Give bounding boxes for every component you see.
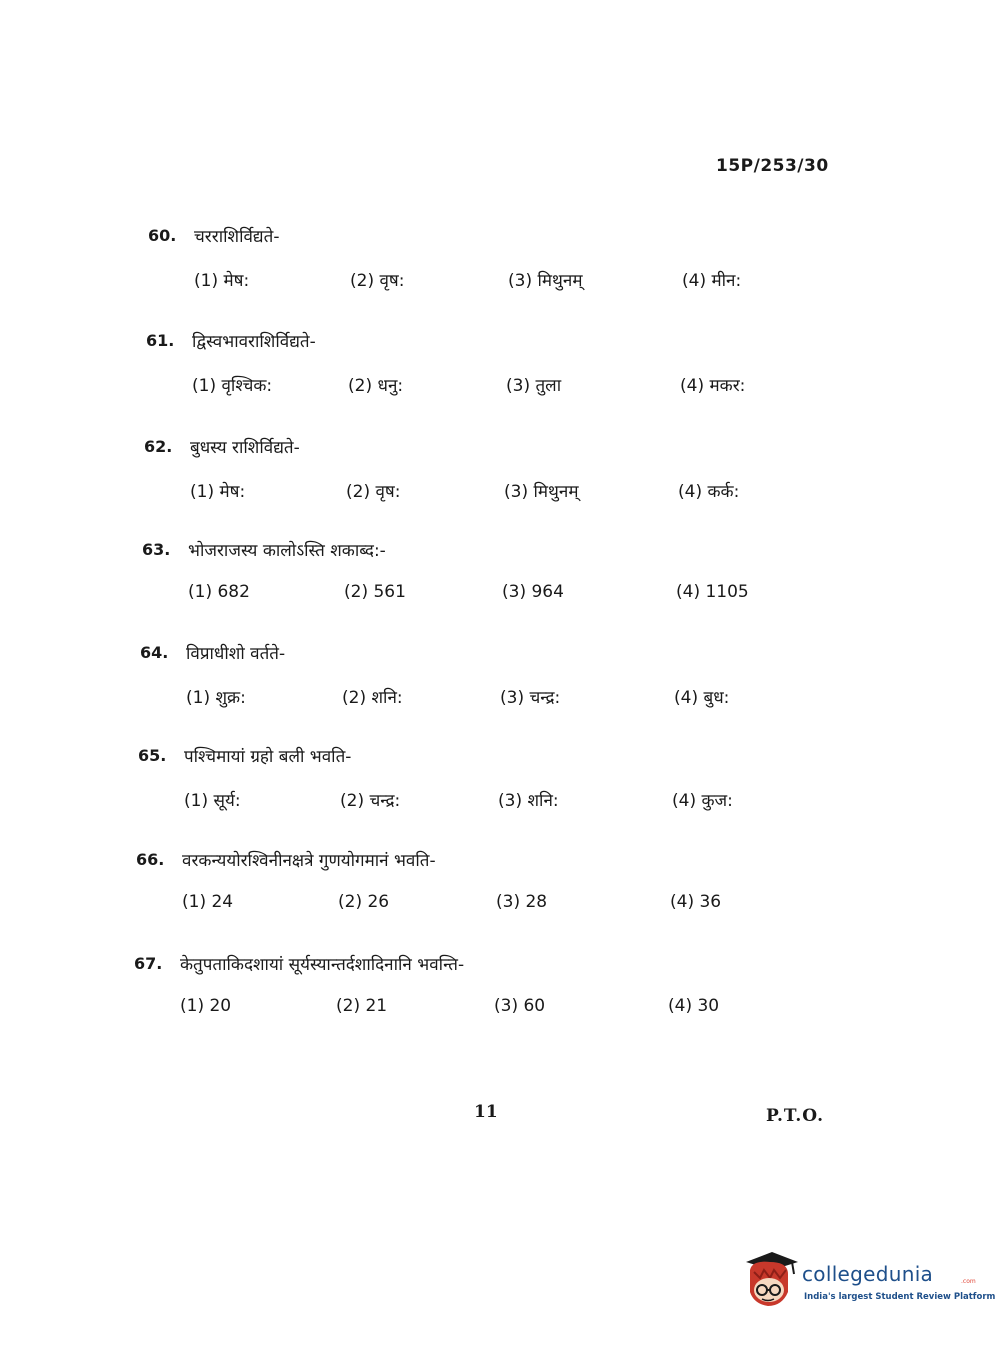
question-65 xyxy=(0,746,1001,836)
brand-tagline: India's largest Student Review Platform xyxy=(804,1292,996,1302)
option-2: (2) 26 xyxy=(338,892,390,912)
option-3: (3) मिथुनम् xyxy=(508,271,583,291)
question-61 xyxy=(0,331,1001,421)
brand-suffix: .com xyxy=(961,1278,976,1285)
option-4: (4) बुध: xyxy=(674,688,730,708)
option-1: (1) मेष: xyxy=(194,271,250,291)
mascot-icon xyxy=(742,1248,800,1312)
option-4: (4) कर्क: xyxy=(678,482,740,502)
option-3: (3) 60 xyxy=(494,996,546,1016)
option-1: (1) 20 xyxy=(180,996,232,1016)
question-number: 63. xyxy=(142,540,171,559)
option-3: (3) चन्द्र: xyxy=(500,688,561,708)
question-60 xyxy=(0,226,1001,316)
question-text: केतुपताकिदशायां सूर्यस्यान्तर्दशादिनानि भवन्ति- xyxy=(180,955,465,975)
question-64 xyxy=(0,643,1001,733)
question-66 xyxy=(0,850,1001,940)
question-number: 60. xyxy=(148,226,177,245)
option-4: (4) 30 xyxy=(668,996,720,1016)
option-1: (1) सूर्य: xyxy=(184,791,241,811)
paper-code: 15P/253/30 xyxy=(716,156,829,176)
option-2: (2) वृष: xyxy=(350,271,405,291)
option-1: (1) मेष: xyxy=(190,482,246,502)
question-text: बुधस्य राशिर्विद्यते- xyxy=(190,438,300,458)
option-1: (1) 682 xyxy=(188,582,250,602)
option-1: (1) 24 xyxy=(182,892,234,912)
collegedunia-logo xyxy=(742,1248,996,1318)
question-67 xyxy=(0,954,1001,1044)
question-63 xyxy=(0,540,1001,630)
option-3: (3) तुला xyxy=(506,376,562,396)
question-text: विप्राधीशो वर्तते- xyxy=(186,644,286,664)
option-4: (4) 1105 xyxy=(676,582,749,602)
question-text: वरकन्ययोरश्विनीनक्षत्रे गुणयोगमानं भवति- xyxy=(182,851,436,871)
question-number: 66. xyxy=(136,850,165,869)
option-4: (4) मीन: xyxy=(682,271,742,291)
question-text: भोजराजस्य कालोऽस्ति शकाब्द:- xyxy=(188,541,386,561)
question-text: चरराशिर्विद्यते- xyxy=(194,227,280,247)
option-4: (4) 36 xyxy=(670,892,722,912)
page-number: 11 xyxy=(474,1102,498,1122)
question-number: 65. xyxy=(138,746,167,765)
option-2: (2) शनि: xyxy=(342,688,403,708)
option-1: (1) वृश्चिक: xyxy=(192,376,273,396)
question-text: द्विस्वभावराशिर्विद्यते- xyxy=(192,332,316,352)
option-2: (2) 561 xyxy=(344,582,406,602)
question-number: 64. xyxy=(140,643,169,662)
option-2: (2) 21 xyxy=(336,996,388,1016)
brand-name: collegedunia xyxy=(802,1262,934,1286)
option-4: (4) कुज: xyxy=(672,791,733,811)
question-number: 62. xyxy=(144,437,173,456)
question-62 xyxy=(0,437,1001,527)
option-2: (2) वृष: xyxy=(346,482,401,502)
option-3: (3) 964 xyxy=(502,582,564,602)
question-number: 61. xyxy=(146,331,175,350)
question-number: 67. xyxy=(134,954,163,973)
option-3: (3) 28 xyxy=(496,892,548,912)
question-text: पश्चिमायां ग्रहो बली भवति- xyxy=(184,747,352,767)
option-2: (2) चन्द्र: xyxy=(340,791,401,811)
option-1: (1) शुक्र: xyxy=(186,688,246,708)
option-3: (3) शनि: xyxy=(498,791,559,811)
option-2: (2) धनु: xyxy=(348,376,404,396)
pto-label: P.T.O. xyxy=(766,1106,824,1126)
option-3: (3) मिथुनम् xyxy=(504,482,579,502)
option-4: (4) मकर: xyxy=(680,376,746,396)
